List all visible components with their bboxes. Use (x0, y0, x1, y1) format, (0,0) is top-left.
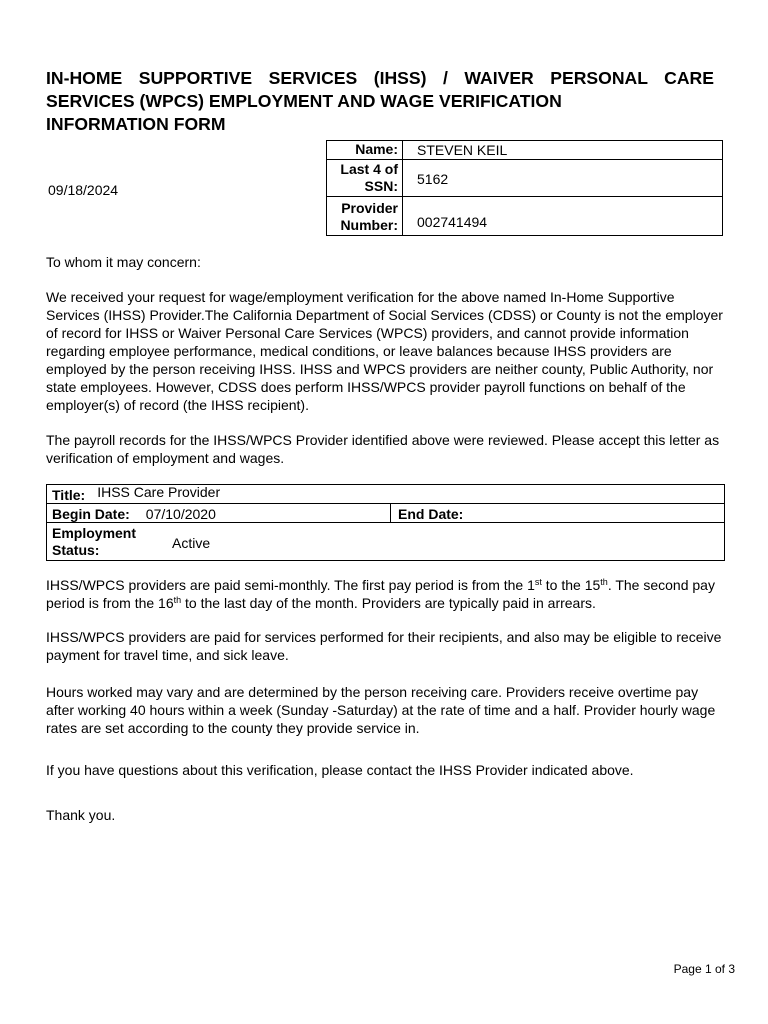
title-line-1: IN-HOME SUPPORTIVE SERVICES (IHSS) / WAIVER PERSONAL CARE (46, 68, 714, 88)
review-paragraph: The payroll records for the IHSS/WPCS Provider identified above were reviewed. Please accept this letter as verification of employment and wages. (46, 432, 720, 466)
pay-period-text-4: to the last day of the month. Providers are typically paid in arrears. (181, 595, 596, 611)
ordinal-suffix: th (173, 595, 182, 605)
status-label-line-1: Employment (52, 524, 137, 541)
ssn-label-line-2: SSN: (364, 178, 398, 194)
questions-paragraph: If you have questions about this verification, please contact the IHSS Provider indicated above. (46, 762, 634, 778)
salutation: To whom it may concern: (46, 254, 201, 270)
intro-paragraph: We received your request for wage/employment verification for the above named In-Home Supportive Services (IHSS) Provider.The California Department of Social Services (CDSS) or County is not the employer of record for IHSS or Waiver Personal Care Services (WPCS) providers, and cannot provide information regarding employee performance, medical conditions, or leave balances because IHSS providers are employed by the person receiving IHSS. IHSS and WPCS providers are neither county, Public Authority, nor state employees. However, CDSS does perform IHSS/WPCS provider payroll functions on behalf of the employer(s) of record (the IHSS recipient). (46, 289, 723, 413)
ssn-label (327, 160, 403, 197)
employment-table (46, 484, 725, 561)
title-label: Title: (52, 487, 86, 503)
employment-status-row (47, 523, 724, 560)
end-date-cell (391, 504, 471, 522)
end-date-label: End Date: (398, 506, 464, 522)
begin-date-cell (47, 504, 391, 522)
employment-dates-row (47, 504, 724, 523)
ssn-last4: 5162 (403, 160, 723, 197)
title-line-2: SERVICES (WPCS) EMPLOYMENT AND WAGE VERIFICATION (46, 91, 562, 111)
provider-number-label-line-1: Provider (341, 200, 398, 216)
provider-info-table (326, 140, 723, 236)
hours-paragraph: Hours worked may vary and are determined by the person receiving care. Providers receive overtime pay after working 40 hours within a week (Sunday -Saturday) at the rate of time and a half. Provider hourly wage rates are set according to the county they provide service in. (46, 684, 716, 736)
begin-date: 07/10/2020 (145, 506, 216, 522)
closing: Thank you. (46, 807, 116, 823)
begin-date-label: Begin Date: (52, 506, 130, 522)
provider-number-label (327, 197, 403, 236)
provider-name: STEVEN KEIL (403, 141, 723, 160)
status-label-line-2: Status: (52, 541, 100, 558)
provider-number: 002741494 (403, 197, 723, 236)
name-label: Name: (327, 141, 403, 160)
services-paragraph: IHSS/WPCS providers are paid for services performed for their recipients, and also may be eligible to receive payment for travel time, and sick leave. (46, 629, 722, 663)
employment-status: Active (172, 534, 211, 551)
pay-period-text-3: . The second pay period is from the 16 (46, 577, 715, 611)
pay-period-text-1: IHSS/WPCS providers are paid semi-monthly. The first pay period is from the 1 (46, 577, 535, 593)
pay-period-text-2: to the 15 (541, 577, 601, 593)
form-title (46, 67, 714, 136)
ordinal-suffix: th (600, 577, 608, 587)
title-line-3: INFORMATION FORM (46, 114, 226, 134)
ordinal-suffix: st (534, 577, 542, 587)
provider-number-label-line-2: Number: (340, 217, 398, 233)
pay-period-paragraph (46, 576, 726, 612)
ssn-label-line-1: Last 4 of (340, 161, 398, 177)
employment-title-row (47, 485, 724, 504)
employment-title: IHSS Care Provider (97, 484, 221, 500)
letter-date: 09/18/2024 (48, 182, 119, 198)
status-label (47, 525, 136, 559)
page-number: Page 1 of 3 (673, 962, 735, 976)
